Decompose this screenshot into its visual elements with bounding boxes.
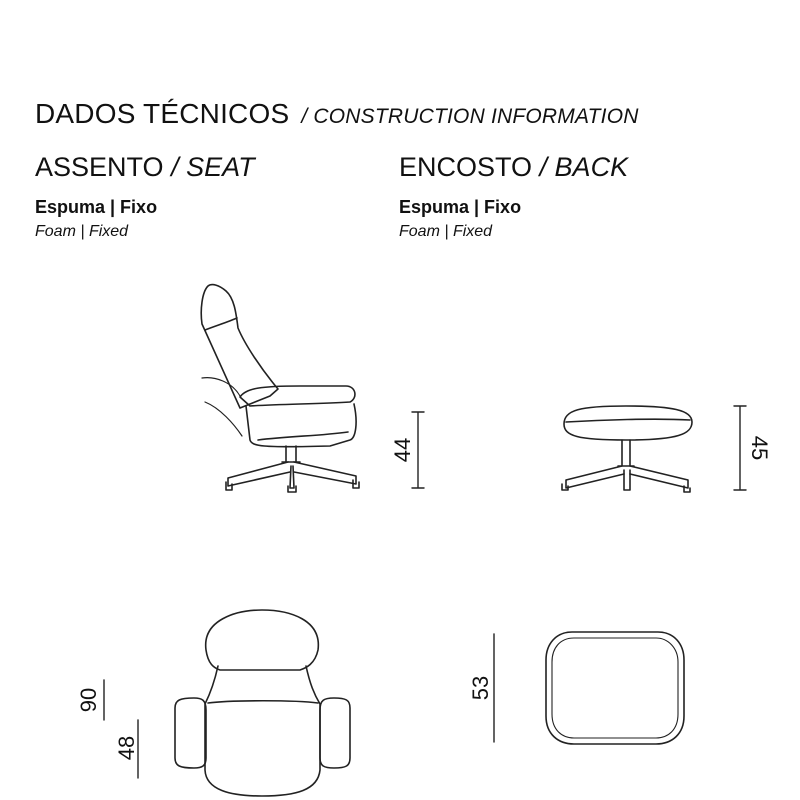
back-material-en: Foam | Fixed — [399, 223, 493, 240]
back-label-pt: ENCOSTO — [399, 152, 533, 182]
title-sub: / CONSTRUCTION INFORMATION — [301, 105, 639, 128]
seat-material-en: Foam | Fixed — [35, 223, 129, 240]
seat-material-pt: Espuma | Fixo — [35, 197, 158, 217]
chair-height-label: 44 — [390, 437, 415, 463]
ottoman-depth-dimension — [468, 634, 494, 742]
seat-label-en: / SEAT — [171, 152, 255, 182]
chair-height-dimension — [390, 412, 424, 488]
ottoman-height-dimension — [734, 406, 772, 490]
ottoman-height-label: 45 — [747, 435, 772, 461]
ottoman-side-view — [562, 406, 692, 492]
title-main: DADOS TÉCNICOS — [35, 98, 290, 129]
ottoman-top-view — [546, 632, 684, 744]
recliner-top-view — [175, 610, 350, 796]
back-label-en: / BACK — [539, 152, 629, 182]
chair-depth-dimensions — [76, 680, 139, 778]
chair-seat-depth-label: 48 — [114, 735, 139, 761]
back-material-pt: Espuma | Fixo — [399, 197, 522, 217]
chair-depth-label: 90 — [76, 687, 101, 713]
recliner-side-view — [201, 285, 359, 492]
seat-label-pt: ASSENTO — [35, 152, 164, 182]
ottoman-depth-label: 53 — [468, 675, 493, 701]
